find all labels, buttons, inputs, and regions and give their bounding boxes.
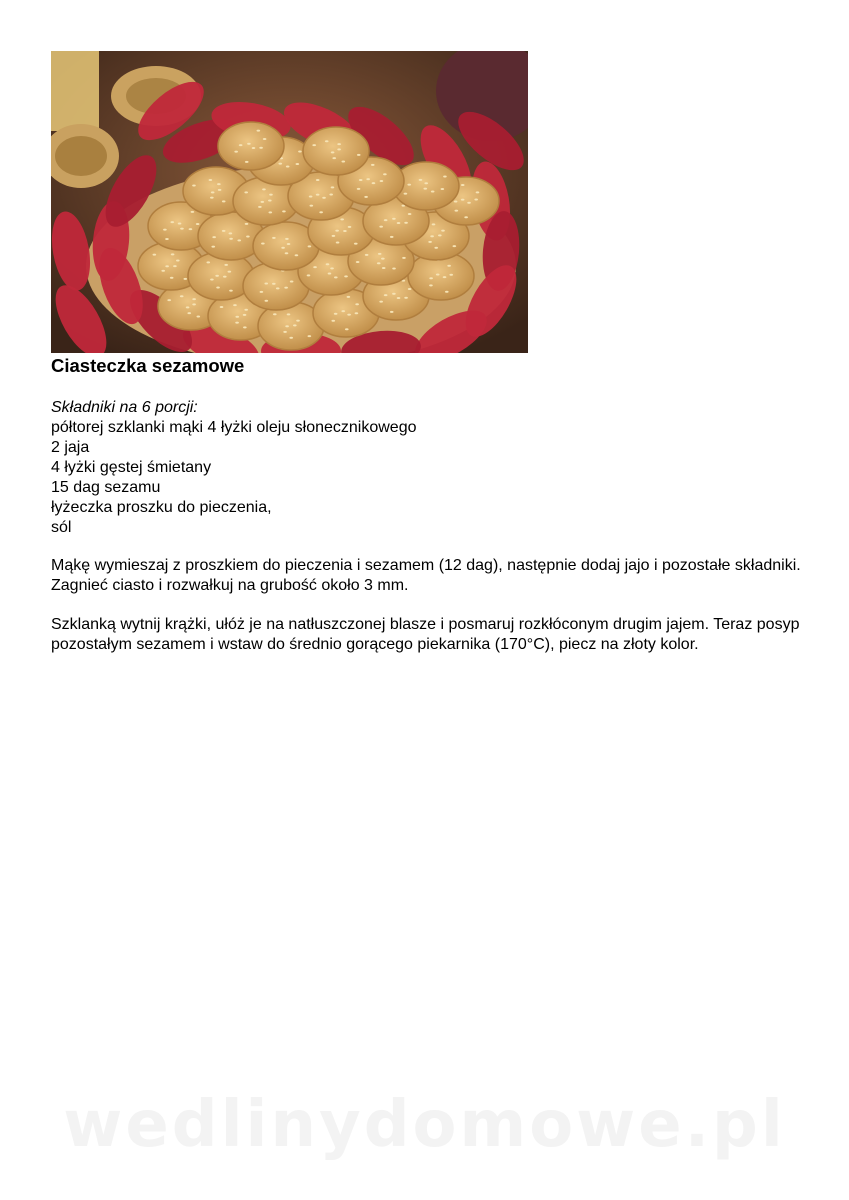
sesame-seed [443,276,447,278]
sesame-seed [348,226,352,228]
sesame-seed [247,143,251,145]
sesame-seed [443,175,447,177]
sesame-seed [328,272,332,274]
sesame-seed [262,188,266,190]
sesame-seed [296,163,300,165]
sesame-seed [371,164,375,166]
sesame-seed [331,186,335,188]
recipe-photo [51,51,528,353]
site-watermark: wedlinydomowe.pl [63,1088,786,1162]
sesame-seed [234,151,238,153]
sesame-seed [429,277,433,279]
sesame-seed [347,314,351,316]
sesame-seed [316,194,320,196]
ingredients-section [51,398,417,538]
sesame-seed [167,299,171,301]
sesame-seed [383,173,387,175]
sesame-seed [397,222,401,224]
sesame-seed [215,275,219,277]
sesame-seed [454,201,458,203]
sesame-seed [474,199,478,201]
sesame-seed [286,166,290,168]
sesame-seed [229,238,233,240]
sesame-seed [392,218,396,220]
sesame-seed [192,185,196,187]
sesame-seed [392,267,396,269]
ingredient-item: 15 dag sezamu [51,479,161,496]
sesame-seed [153,254,157,256]
sesame-seed [212,236,216,238]
sesame-seed [192,303,196,305]
sesame-seed [211,191,215,193]
sesame-seed [265,300,269,302]
sesame-seed [365,254,369,256]
sesame-seed [173,265,177,267]
sesame-seed [356,261,360,263]
sesame-seed [424,182,428,184]
sesame-seed [378,253,382,255]
sesame-seed [293,324,297,326]
sesame-seed [165,238,169,240]
sesame-seed [357,154,361,156]
sesame-seed [419,179,423,181]
sesame-seed [178,222,182,224]
sesame-seed [161,270,165,272]
sesame-seed [285,238,289,240]
sesame-seed [337,148,341,150]
sesame-seed [244,309,248,311]
sesame-seed [319,211,323,213]
ingredient-item: sól [51,519,72,536]
sesame-seed [441,188,445,190]
sesame-seed [449,274,453,276]
ingredients-list [51,418,417,538]
sesame-seed [171,253,175,255]
sesame-seed [408,288,412,290]
sesame-seed [325,140,329,142]
sesame-seed [287,243,291,245]
sesame-seed [278,163,282,165]
sesame-seed [309,196,313,198]
sesame-seed [331,151,335,153]
ingredient-item: półtorej szklanki mąki 4 łyżki oleju słonecznikowego [51,419,417,436]
sesame-seed [330,267,334,269]
sesame-seed [404,297,408,299]
sesame-seed [359,179,363,181]
sesame-cookie [218,122,284,170]
sesame-seed [455,210,459,212]
sesame-seed [392,293,396,295]
sesame-seed [191,211,195,213]
sesame-seed [243,314,247,316]
sesame-seed [382,267,386,269]
sesame-seed [381,258,385,260]
sesame-seed [263,138,267,140]
sesame-seed [245,161,249,163]
sesame-seed [436,274,440,276]
sesame-seed [464,216,468,218]
sesame-seed [379,226,383,228]
sesame-seed [432,223,436,225]
sesame-seed [282,210,286,212]
sesame-seed [290,281,294,283]
sesame-seed [322,197,326,199]
sesame-seed [289,337,293,339]
sesame-seed [438,234,442,236]
sesame-seed [344,275,348,277]
sesame-seed [453,245,457,247]
sesame-seed [189,228,193,230]
sesame-seed [183,278,187,280]
sesame-seed [287,313,291,315]
sesame-seed [258,206,262,208]
sesame-seed [334,276,338,278]
sesame-seed [345,328,349,330]
sesame-seed [257,130,261,132]
sesame-seed [272,237,276,239]
sesame-seed [273,313,277,315]
sesame-seed [336,241,340,243]
sesame-seed [298,150,302,152]
ingredients-heading: Składniki na 6 porcji: [51,399,198,416]
sesame-seed [332,157,336,159]
sesame-seed [366,178,370,180]
instruction-step-1: Mąkę wymieszaj z proszkiem do pieczenia i sezamem (12 dag), następnie dodaj jajo i pozostałe składniki. Zagnieć ciasto i rozwałkuj na grubość około 3 mm. [51,557,801,594]
sesame-seed [377,262,381,264]
sesame-seed [447,265,451,267]
sesame-seed [296,320,300,322]
sesame-seed [445,291,449,293]
sesame-seed [186,306,190,308]
sesame-seed [379,301,383,303]
sesame-seed [372,182,376,184]
sesame-seed [326,263,330,265]
sesame-seed [229,232,233,234]
sesame-seed [430,235,434,237]
sesame-seed [337,143,341,145]
sesame-seed [163,229,167,231]
sesame-seed [216,287,220,289]
sesame-seed [223,276,227,278]
beer-glass [51,51,99,131]
sesame-seed [187,312,191,314]
sesame-seed [244,191,248,193]
sesame-seed [341,161,345,163]
sesame-seed [239,144,243,146]
sesame-seed [222,230,226,232]
sesame-seed [209,179,213,181]
sesame-seed [180,295,184,297]
sesame-seed [229,290,233,292]
sesame-seed [331,320,335,322]
sesame-seed [380,180,384,182]
ingredient-item: 2 jaja [51,439,90,456]
sesame-seed [390,311,394,313]
sesame-seed [284,287,288,289]
sesame-seed [355,312,359,314]
sesame-seed [235,322,239,324]
sesame-seed [170,277,174,279]
sesame-seed [476,191,480,193]
recipe-title: Ciasteczka sezamowe [51,355,245,376]
sesame-seed [434,247,438,249]
sesame-seed [170,221,174,223]
sesame-seed [180,228,184,230]
sesame-seed [211,246,215,248]
sesame-seed [246,235,250,237]
sesame-seed [217,183,221,185]
sesame-seed [354,243,358,245]
sesame-seed [233,304,237,306]
sesame-seed [276,287,280,289]
sesame-seed [176,260,180,262]
sesame-seed [222,200,226,202]
sesame-seed [281,247,285,249]
ingredient-item: 4 łyżki gęstej śmietany [51,459,212,476]
sesame-seed [197,316,201,318]
sesame-seed [407,184,411,186]
sesame-seed [283,331,287,333]
sesame-seed [261,242,265,244]
sesame-seed [268,199,272,201]
sesame-seed [252,147,256,149]
sesame-seed [313,266,317,268]
sesame-seed [235,316,239,318]
sesame-seed [210,197,214,199]
sesame-seed [269,194,273,196]
sesame-seed [364,196,368,198]
sesame-seed [268,211,272,213]
sesame-seed [397,297,401,299]
sesame-seed [343,230,347,232]
sesame-seed [461,199,465,201]
sesame-cookies-image [51,51,528,353]
sesame-seed [329,194,333,196]
sesame-seed [357,188,361,190]
sesame-seed [404,222,408,224]
sesame-seed [423,188,427,190]
sesame-seed [429,284,433,286]
sesame-seed [165,265,169,267]
sesame-seed [272,283,276,285]
sesame-seed [285,325,289,327]
sesame-seed [441,230,445,232]
sesame-seed [224,264,228,266]
sesame-seed [210,278,214,280]
sesame-seed [384,219,388,221]
sesame-seed [461,184,465,186]
sesame-seed [308,335,312,337]
sesame-cookie [303,127,369,175]
sesame-seed [228,271,232,273]
sesame-seed [340,218,344,220]
sesame-seed [316,179,320,181]
sesame-seed [285,252,289,254]
sesame-seed [206,261,210,263]
sesame-seed [390,236,394,238]
sesame-seed [307,274,311,276]
sesame-seed [384,294,388,296]
sesame-seed [218,189,222,191]
sesame-seed [243,326,247,328]
sesame-seed [261,201,265,203]
sesame-seed [347,296,351,298]
sesame-seed [264,282,268,284]
sesame-seed [467,202,471,204]
sesame-seed [428,241,432,243]
sesame-seed [341,310,345,312]
sesame-seed [237,239,241,241]
sesame-seed [220,306,224,308]
sesame-seed [192,298,196,300]
sesame-seed [402,257,406,259]
ingredient-item: łyżeczka proszku do pieczenia, [51,499,272,516]
sesame-seed [295,254,299,256]
sesame-seed [335,230,339,232]
sesame-seed [245,223,249,225]
sesame-seed [404,193,408,195]
sesame-seed [332,235,336,237]
sesame-seed [259,147,263,149]
sesame-seed [308,245,312,247]
sesame-seed [431,191,435,193]
instruction-step-2: Szklanką wytnij krążki, ułóż je na natłuszczonej blasze i posmaruj rozkłóconym drugim jajem. Teraz posyp pozostałym sezamem i wstaw do średnio gorącego piekarnika (170°C), piecz na złoty kolor. [51,616,800,653]
sesame-seed [312,144,316,146]
sesame-seed [196,223,200,225]
sesame-seed [310,205,314,207]
sesame-seed [334,313,338,315]
sesame-seed [260,291,264,293]
sesame-seed [355,303,359,305]
sesame-seed [408,213,412,215]
